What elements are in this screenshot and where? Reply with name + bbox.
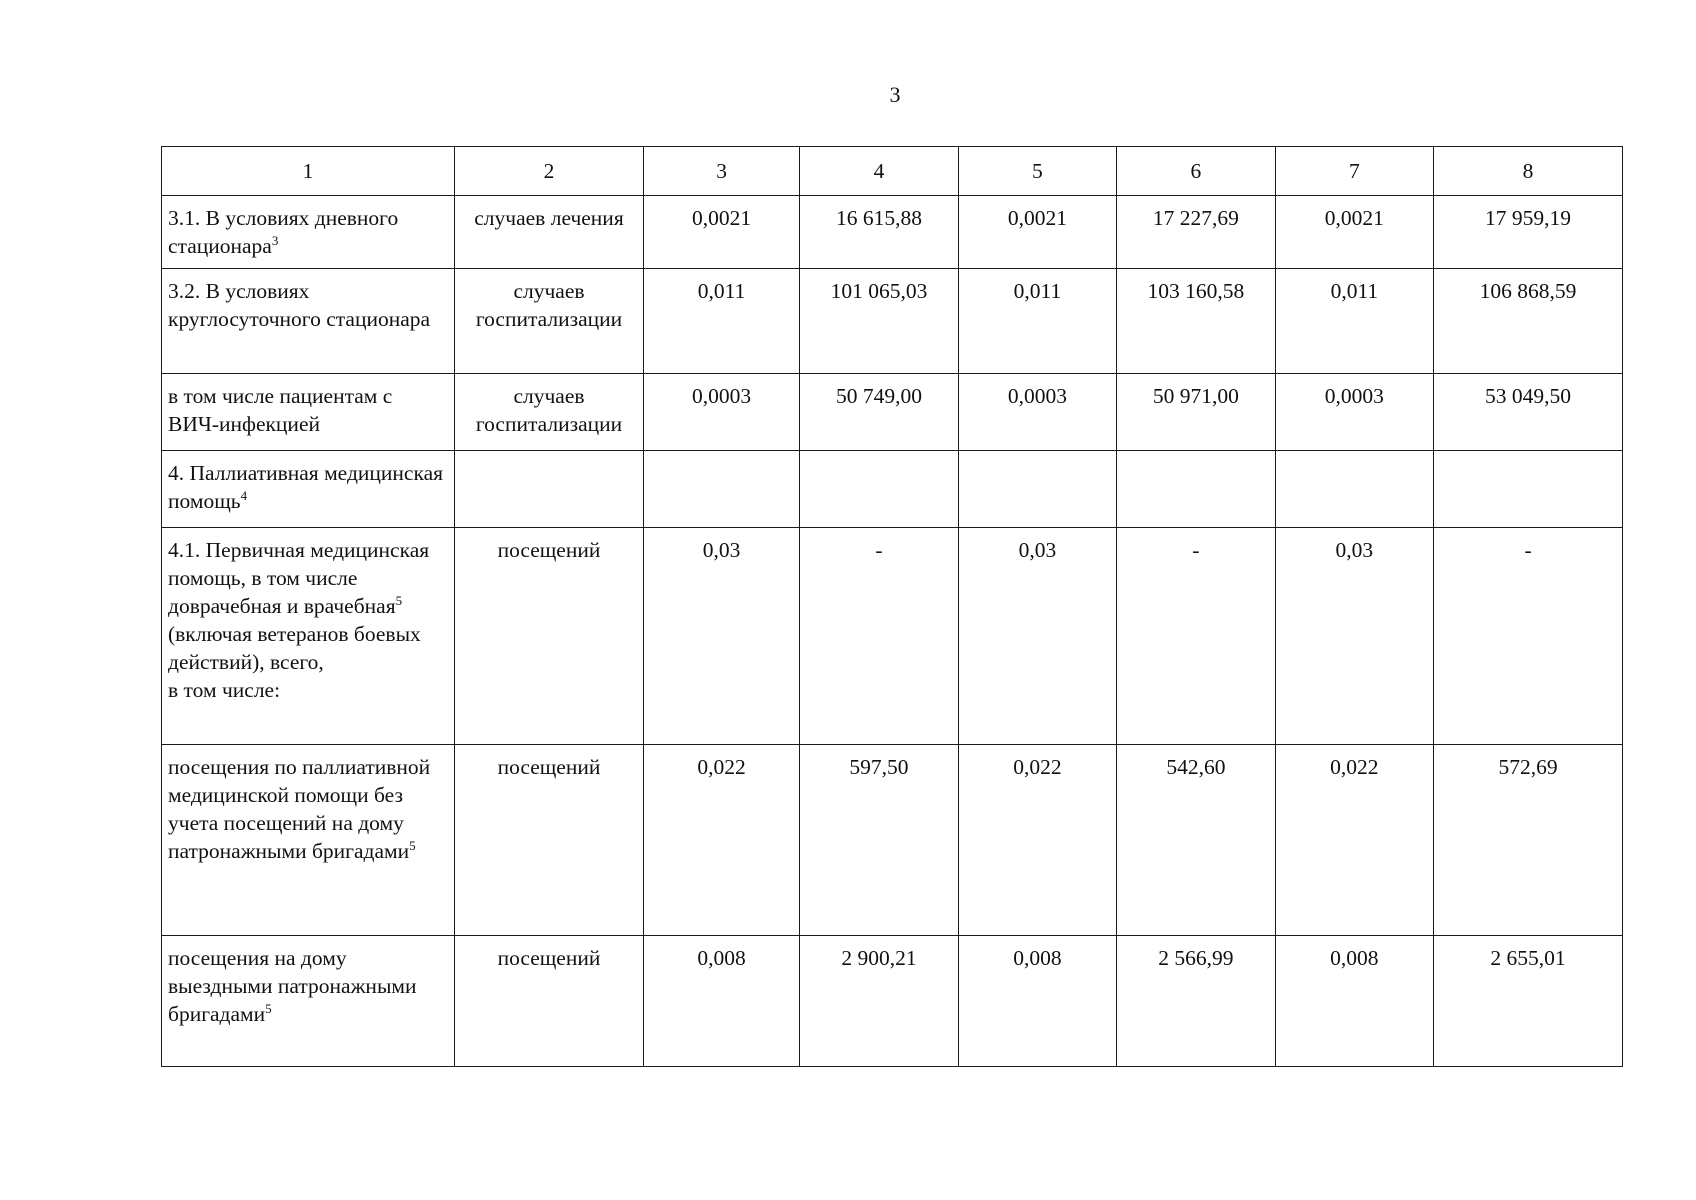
- table-cell: 572,69: [1434, 745, 1623, 936]
- column-header: 4: [800, 147, 958, 196]
- row-label: 3.2. В условиях круглосуточного стационара: [162, 269, 455, 374]
- column-header: 3: [643, 147, 799, 196]
- page-number: 3: [889, 82, 901, 107]
- table-cell: 0,022: [1275, 745, 1433, 936]
- table-cell: 50 749,00: [800, 374, 958, 451]
- table-header-row: [162, 147, 1623, 196]
- table-cell: 53 049,50: [1434, 374, 1623, 451]
- table-row: [162, 451, 1623, 528]
- column-header: 2: [455, 147, 644, 196]
- table-cell: 0,008: [958, 936, 1116, 1067]
- table-cell: 597,50: [800, 745, 958, 936]
- column-header: 5: [958, 147, 1116, 196]
- column-header: 1: [162, 147, 455, 196]
- table-cell: [800, 451, 958, 528]
- table-row: [162, 528, 1623, 745]
- column-header: 7: [1275, 147, 1433, 196]
- row-unit: случаев лечения: [455, 196, 644, 269]
- table-cell: -: [1434, 528, 1623, 745]
- table-cell: 0,022: [643, 745, 799, 936]
- table-cell: 2 900,21: [800, 936, 958, 1067]
- row-label: 4.1. Первичная медицинская помощь, в том числе доврачебная и врачебная$^5$ (включая ветеранов боевых действий), всего, в том числе:: [162, 528, 455, 745]
- row-unit: посещений: [455, 528, 644, 745]
- table-cell: 542,60: [1117, 745, 1275, 936]
- table-cell: 0,0021: [958, 196, 1116, 269]
- table-cell: 103 160,58: [1117, 269, 1275, 374]
- table-cell: 50 971,00: [1117, 374, 1275, 451]
- table-cell: 0,03: [1275, 528, 1433, 745]
- column-header: 6: [1117, 147, 1275, 196]
- table-cell: 0,022: [958, 745, 1116, 936]
- table-cell: [958, 451, 1116, 528]
- footnote-mark: 3: [271, 232, 279, 248]
- row-label: 4. Паллиативная медицинская помощь$^4$: [162, 451, 455, 528]
- table-cell: [643, 451, 799, 528]
- table-cell: 0,011: [958, 269, 1116, 374]
- table-cell: 106 868,59: [1434, 269, 1623, 374]
- table-cell: 0,03: [958, 528, 1116, 745]
- table-cell: 0,0021: [1275, 196, 1433, 269]
- footnote-mark: 4: [240, 487, 248, 503]
- table-row: [162, 374, 1623, 451]
- table-cell: 0,0003: [643, 374, 799, 451]
- table-cell: 0,011: [643, 269, 799, 374]
- table-cell: 0,03: [643, 528, 799, 745]
- row-unit: посещений: [455, 745, 644, 936]
- table-cell: 17 227,69: [1117, 196, 1275, 269]
- row-label: в том числе пациентам с ВИЧ-инфекцией: [162, 374, 455, 451]
- table-cell: [1117, 451, 1275, 528]
- row-unit: посещений: [455, 936, 644, 1067]
- table-cell: 101 065,03: [800, 269, 958, 374]
- table-cell: 0,011: [1275, 269, 1433, 374]
- row-unit: случаев госпитализации: [455, 269, 644, 374]
- row-unit: [455, 451, 644, 528]
- table-cell: 2 566,99: [1117, 936, 1275, 1067]
- row-label: 3.1. В условиях дневного стационара$^3$: [162, 196, 455, 269]
- table-cell: 0,008: [1275, 936, 1433, 1067]
- table-row: [162, 269, 1623, 374]
- row-label: посещения на дому выездными патронажными бригадами$^5$: [162, 936, 455, 1067]
- table-cell: [1434, 451, 1623, 528]
- table-cell: 16 615,88: [800, 196, 958, 269]
- table-row: [162, 196, 1623, 269]
- data-table: [161, 146, 1623, 1067]
- table-cell: 0,008: [643, 936, 799, 1067]
- footnote-mark: 5: [265, 1000, 272, 1016]
- footnote-mark: 5: [395, 592, 403, 608]
- table-cell: 0,0003: [1275, 374, 1433, 451]
- table-cell: 17 959,19: [1434, 196, 1623, 269]
- table-cell: 2 655,01: [1434, 936, 1623, 1067]
- row-label: посещения по паллиативной медицинской помощи без учета посещений на дому патронажными бригадами$^5$: [162, 745, 455, 936]
- column-header: 8: [1434, 147, 1623, 196]
- table-cell: 0,0021: [643, 196, 799, 269]
- table-cell: -: [800, 528, 958, 745]
- table-cell: [1275, 451, 1433, 528]
- table-row: [162, 745, 1623, 936]
- table-row: [162, 936, 1623, 1067]
- footnote-mark: 5: [409, 837, 416, 853]
- row-unit: случаев госпитализации: [455, 374, 644, 451]
- table-cell: -: [1117, 528, 1275, 745]
- table-cell: 0,0003: [958, 374, 1116, 451]
